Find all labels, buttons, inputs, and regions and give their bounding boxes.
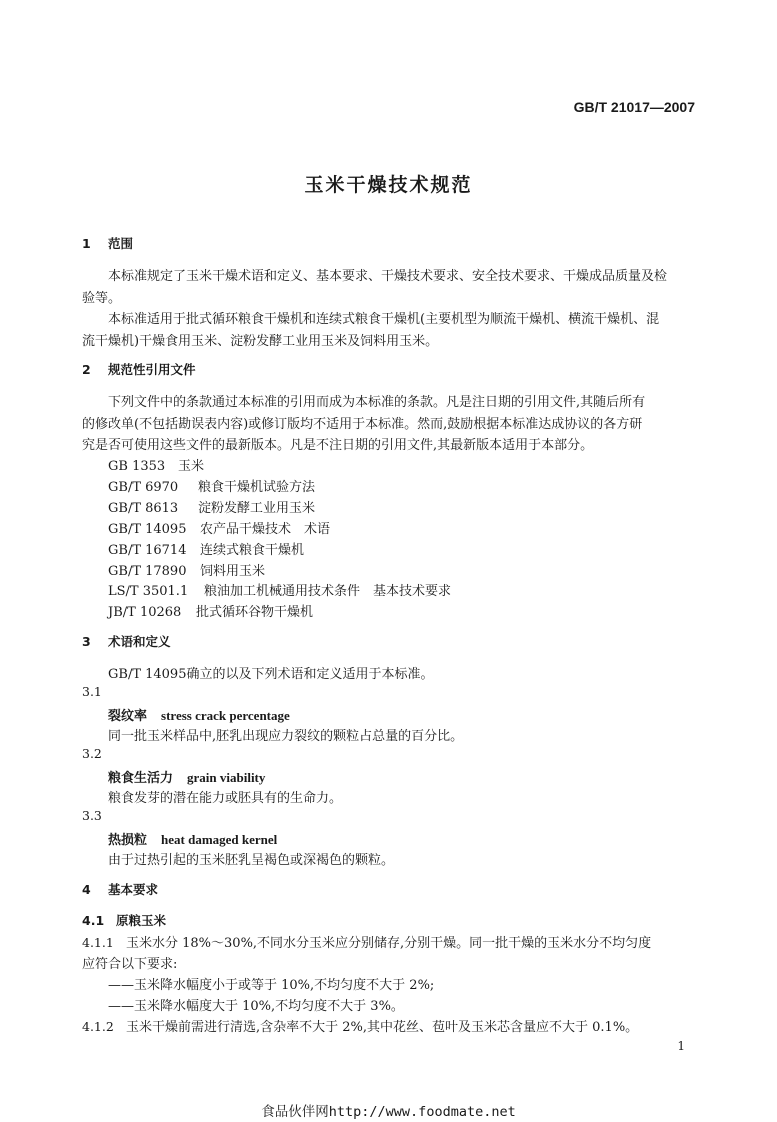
section-title: 范围 xyxy=(108,236,134,251)
reference-title: 农产品干燥技术 术语 xyxy=(200,522,331,537)
paragraph-line: 本标准规定了玉米干燥术语和定义、基本要求、干燥技术要求、安全技术要求、干燥成品质量及检 xyxy=(108,269,668,284)
paragraph-line: 究是否可使用这些文件的最新版本。凡是不注日期的引用文件,其最新版本适用于本部分。 xyxy=(82,438,594,453)
paragraph-line: 下列文件中的条款通过本标准的引用而成为本标准的条款。凡是注日期的引用文件,其随后所有 xyxy=(108,395,646,410)
term-definition: 粮食发芽的潜在能力或胚具有的生命力。 xyxy=(108,791,343,806)
reference-item xyxy=(108,518,330,537)
reference-title: 粮食干燥机试验方法 xyxy=(198,480,316,495)
document-title: 玉米干燥技术规范 xyxy=(304,174,473,196)
paragraph-line: 本标准适用于批式循环粮食干燥机和连续式粮食干燥机(主要机型为顺流干燥机、横流干燥机、混 xyxy=(108,312,660,327)
term-number: 3.2 xyxy=(82,746,102,761)
section-3-heading xyxy=(82,632,171,650)
reference-item xyxy=(108,476,315,495)
reference-item xyxy=(108,455,204,474)
reference-item xyxy=(108,601,313,620)
reference-code: GB/T 14095 xyxy=(108,522,187,537)
clause-number: 4.1.1 xyxy=(82,935,114,950)
section-1-heading xyxy=(82,234,133,252)
section-title: 术语和定义 xyxy=(108,634,171,649)
reference-code: GB/T 8613 xyxy=(108,501,179,516)
paragraph-line: GB/T 14095确立的以及下列术语和定义适用于本标准。 xyxy=(108,667,434,682)
term-number: 3.3 xyxy=(82,808,102,823)
section-number: 3 xyxy=(82,634,91,649)
section-title: 原粮玉米 xyxy=(116,913,167,928)
reference-code: LS/T 3501.1 xyxy=(108,584,189,599)
term-en: heat damaged kernel xyxy=(161,832,278,847)
reference-code: JB/T 10268 xyxy=(108,605,182,620)
clause-number: 4.1.2 xyxy=(82,1019,114,1034)
dash-list-item: ——玉米降水幅度小于或等于 10%,不均匀度不大于 2%; xyxy=(108,978,435,993)
clause-text: 玉米水分 18%～30%,不同水分玉米应分别储存,分别干燥。同一批干燥的玉米水分不均匀度 xyxy=(126,936,652,951)
paragraph-line: 验等。 xyxy=(82,291,122,306)
term-en: grain viability xyxy=(187,770,266,785)
reference-code: GB/T 17890 xyxy=(108,564,187,579)
section-number: 4 xyxy=(82,882,91,897)
reference-item xyxy=(108,560,265,579)
footer-watermark: 食品伙伴网http://www.foodmate.net xyxy=(261,1104,516,1120)
page-number: 1 xyxy=(677,1039,685,1053)
term-number: 3.1 xyxy=(82,684,102,699)
paragraph-line: 的修改单(不包括勘误表内容)或修订版均不适用于本标准。然而,鼓励根据本标准达成协议的各方研 xyxy=(82,417,643,432)
reference-code: GB/T 6970 xyxy=(108,480,179,495)
clause-text: 玉米干燥前需进行清选,含杂率不大于 2%,其中花丝、苞叶及玉米芯含量应不大于 0.1%。 xyxy=(126,1020,639,1035)
reference-item xyxy=(108,539,304,558)
term-zh: 热损粒 xyxy=(108,833,148,848)
clause-4-1-1 xyxy=(82,932,651,951)
term-zh: 裂纹率 xyxy=(108,709,148,724)
subsection-4-1-heading xyxy=(82,911,166,929)
reference-title: 饲料用玉米 xyxy=(200,564,266,579)
clause-4-1-2 xyxy=(82,1016,638,1035)
term-zh: 粮食生活力 xyxy=(108,771,174,786)
section-number: 1 xyxy=(82,236,91,251)
paragraph-line: 流干燥机)干燥食用玉米、淀粉发酵工业用玉米及饲料用玉米。 xyxy=(82,334,439,349)
reference-item xyxy=(108,580,451,599)
section-title: 规范性引用文件 xyxy=(108,362,196,377)
term-definition: 同一批玉米样品中,胚乳出现应力裂纹的颗粒占总量的百分比。 xyxy=(108,729,464,744)
term-heading xyxy=(108,705,290,724)
reference-item xyxy=(108,497,315,516)
reference-code: GB 1353 xyxy=(108,459,166,474)
section-number: 2 xyxy=(82,362,91,377)
term-definition: 由于过热引起的玉米胚乳呈褐色或深褐色的颗粒。 xyxy=(108,853,395,868)
reference-code: GB/T 16714 xyxy=(108,543,187,558)
reference-title: 批式循环谷物干燥机 xyxy=(196,605,314,620)
term-en: stress crack percentage xyxy=(161,708,290,723)
dash-list-item: ——玉米降水幅度大于 10%,不均匀度不大于 3%。 xyxy=(108,999,404,1014)
standard-number: GB/T 21017—2007 xyxy=(573,99,695,115)
reference-title: 粮油加工机械通用技术条件 基本技术要求 xyxy=(204,584,452,599)
term-heading xyxy=(108,829,277,848)
term-heading xyxy=(108,767,265,786)
reference-title: 玉米 xyxy=(178,459,205,474)
reference-title: 连续式粮食干燥机 xyxy=(200,543,305,558)
reference-title: 淀粉发酵工业用玉米 xyxy=(198,501,316,516)
section-number: 4.1 xyxy=(82,913,105,928)
paragraph-line: 应符合以下要求: xyxy=(82,957,178,972)
section-2-heading xyxy=(82,360,196,378)
section-title: 基本要求 xyxy=(108,882,159,897)
section-4-heading xyxy=(82,880,158,898)
